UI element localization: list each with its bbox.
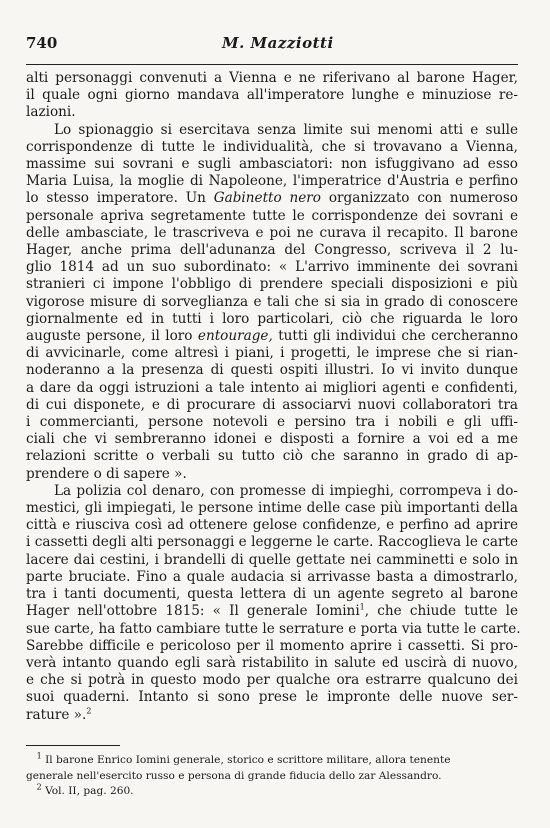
text-line: La polizia col denaro, con promesse di impieghi, corrompeva i do- — [54, 482, 518, 499]
paragraph-2 — [26, 122, 518, 483]
footnote-text: Vol. II, pag. 260. — [45, 785, 134, 798]
text-line: Lo spionaggio si esercitava senza limite sui menomi atti e sulle — [54, 121, 518, 138]
text-line — [26, 190, 518, 207]
footnotes — [26, 753, 518, 800]
footnote-text: Il barone Enrico Iomini generale, storico e scrittore militare, allora tenente — [45, 754, 451, 766]
text-line: mestici, gli impiegati, le persone intime delle case più importanti della — [26, 500, 518, 517]
text-line: delle ambasciate, le trascriveva e poi ne curava il recapito. Il barone — [26, 224, 518, 241]
footnote-mark: 2 — [36, 782, 42, 792]
text-line: di avvicinarle, come altresì i piani, i progetti, le imprese che si rian- — [26, 345, 518, 362]
text-fragment: , che chiude tutte le — [364, 603, 518, 620]
text-line: i commercianti, persone notevoli e persino tra i nobili e gli uffi- — [26, 414, 518, 431]
footnote-2 — [26, 784, 518, 800]
text-line: corrispondenze di tutte le individualità, che si trovavano a Vienna, — [26, 138, 518, 155]
text-line: città e riusciva così ad ottenere gelose confidenze, e perfino ad aprire — [26, 517, 518, 534]
text-line: verà intanto quando egli sarà ristabilito in salute ed uscirà di nuovo, — [26, 654, 518, 671]
text-line: giornalmente ed in tutti i loro particolari, ciò che riguarda le loro — [26, 310, 518, 327]
text-line: sue carte, ha fatto cambiare tutte le serrature e porta via tutte le carte. — [26, 620, 521, 637]
footnote-1-cont: generale nell'esercito russo e persona di grande fiducia dello zar Alessandro. — [26, 769, 442, 782]
text-line — [26, 707, 518, 724]
paragraph-1 — [26, 70, 518, 122]
text-line: a dare da oggi istruzioni a tale intento ai migliori agenti e confidenti, — [26, 379, 518, 396]
text-line: suoi quaderni. Intanto si sono prese le impronte delle nuove ser- — [26, 689, 518, 706]
italic-term: entourage, — [197, 328, 273, 345]
footnote-1 — [26, 753, 518, 769]
body-text — [26, 70, 521, 724]
page-number: 740 — [26, 34, 58, 52]
text-line — [26, 603, 518, 620]
text-line: stranieri ci impone l'obbligo di prendere speciali disposizioni e più — [26, 276, 518, 293]
page-header — [26, 34, 520, 54]
text-line: tra i tanti documenti, questa lettera di un agente segreto al barone — [26, 586, 518, 603]
text-line: e che si potrà in questo modo per qualche ora estrarre qualcuno dei — [26, 672, 518, 689]
header-rule — [26, 64, 518, 65]
paragraph-3 — [26, 482, 521, 724]
text-line: relazioni scritte o verbali su tutto ciò che saranno in grado di ap- — [26, 448, 518, 465]
text-line: lacere dai cestini, i brandelli di quelle gettate nei camminetti e solo in — [26, 551, 518, 568]
text-fragment: tutti gli individui che cercheranno — [278, 328, 519, 345]
text-line: noderanno a la presenza di questi ospiti illustri. Io vi invito dunque — [26, 362, 518, 379]
footnote-ref: 2 — [86, 705, 92, 715]
text-line: di cui disponete, e di procurare di associarvi nuovi collaboratori tra — [26, 396, 518, 413]
text-line: vigorose misure di sorveglianza e tali che si sia in grado di conoscere — [26, 293, 518, 310]
text-line: Sarebbe difficile e pericoloso per il momento aprire i cassetti. Si pro- — [26, 637, 518, 654]
text-fragment: Hager nell'ottobre 1815: « Il generale Iomini — [26, 603, 360, 620]
text-line: personale apriva segretamente tutte le corrispondenze dei sovrani e — [26, 207, 518, 224]
running-title: M. Mazziotti — [222, 34, 334, 52]
text-line: alti personaggi convenuti a Vienna e ne riferivano al barone Hager, — [26, 70, 518, 86]
text-line: glio 1814 ad un suo subordinato: « L'arrivo imminente dei sovrani — [26, 259, 518, 276]
text-line: il quale ogni giorno mandava all'imperatore lunghe e minuziose re- — [26, 87, 518, 104]
footnote-mark: 1 — [36, 751, 42, 761]
italic-term: Gabinetto nero — [213, 190, 321, 207]
text-line: ciali che vi sembreranno idonei e disposti a fornire a voi ed a me — [26, 431, 518, 448]
text-fragment: organizzato con numeroso — [328, 190, 518, 207]
text-fragment: lo stesso imperatore. Un — [26, 190, 206, 207]
text-line: Maria Luisa, la moglie di Napoleone, l'imperatrice d'Austria e perfino — [26, 173, 518, 190]
text-line: i cassetti degli alti personaggi e leggerne le carte. Raccoglieva le carte — [26, 534, 518, 551]
footnote-ref: 1 — [359, 602, 365, 612]
text-line: parte bruciate. Fino a quale audacia si arrivasse basta a dimostrarlo, — [26, 568, 518, 585]
text-fragment: rature ». — [26, 706, 87, 723]
footnote-rule — [26, 745, 120, 746]
text-line: prendere o di sapere ». — [26, 465, 187, 482]
text-fragment: auguste persone, il loro — [26, 328, 193, 345]
text-line: lazioni. — [26, 104, 76, 121]
text-line — [26, 328, 518, 345]
text-line: Hager, anche prima dell'adunanza del Congresso, scriveva il 2 lu- — [26, 242, 518, 259]
text-line: massime sui sovrani e sugli ambasciatori: non isfuggivano ad esso — [26, 156, 518, 173]
